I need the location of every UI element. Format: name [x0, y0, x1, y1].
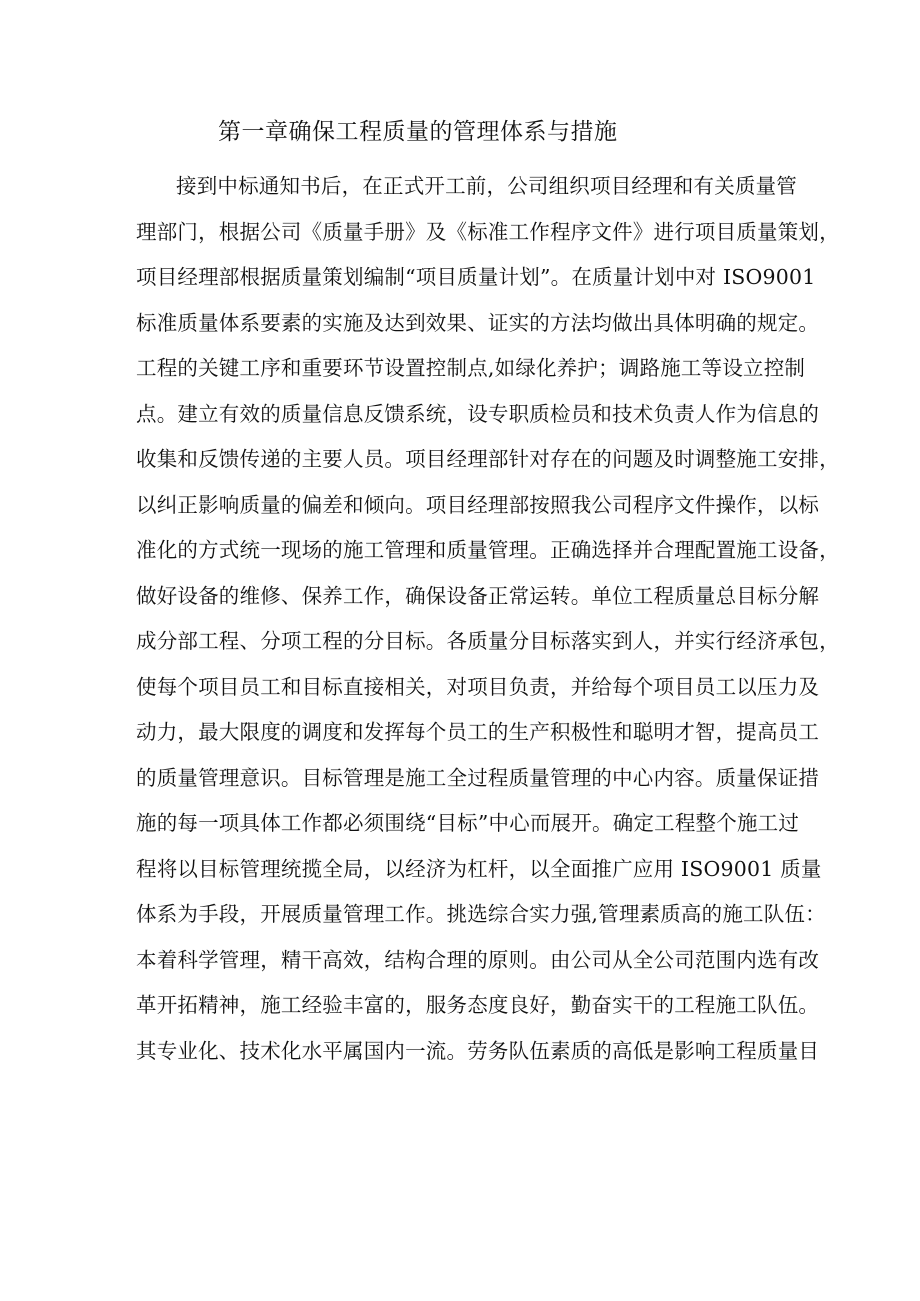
text-line: 革开拓精神，施工经验丰富的，服务态度良好，勤奋实干的工程施工队伍。: [136, 993, 820, 1017]
text-line: 做好设备的维修、保养工作，确保设备正常运转。单位工程质量总目标分解: [136, 583, 820, 608]
text-line: 标准质量体系要素的实施及达到效果、证实的方法均做出具体明确的规定。: [136, 310, 820, 335]
text-line: 以纠正影响质量的偏差和倾向。项目经理部按照我公司程序文件操作，以标: [136, 492, 820, 517]
text-line: 准化的方式统一现场的施工管理和质量管理。正确选择并合理配置施工设备，: [136, 538, 840, 562]
text-line: 理部门，根据公司《质量手册》及《标准工作程序文件》进行项目质量策划，: [136, 219, 840, 244]
text-line: 动力，最大限度的调度和发挥每个员工的生产积极性和聪明才智，提高员工: [136, 720, 820, 744]
text-line: 工程的关键工序和重要环节设置控制点,如绿化养护；调路施工等设立控制: [136, 356, 806, 380]
text-line: 收集和反馈传递的主要人员。项目经理部针对存在的问题及时调整施工安排，: [136, 447, 840, 471]
chapter-title: 第一章确保工程质量的管理体系与措施: [218, 119, 618, 145]
text-line: 施的每一项具体工作都必须围绕“目标”中心而展开。确定工程整个施工过: [136, 811, 800, 835]
body-text: [136, 168, 840, 1078]
text-line: 其专业化、技术化水平属国内一流。劳务队伍素质的高低是影响工程质量目: [136, 1038, 820, 1063]
text-line: 程将以目标管理统揽全局，以经济为杠杆，以全面推广应用 ISO9001 质量: [136, 856, 822, 881]
text-line: 点。建立有效的质量信息反馈系统，设专职质检员和技术负责人作为信息的: [136, 401, 820, 426]
text-line: 使每个项目员工和目标直接相关，对项目负责，并给每个项目员工以压力及: [136, 674, 820, 699]
text-line: 的质量管理意识。目标管理是施工全过程质量管理的中心内容。质量保证措: [136, 765, 820, 790]
text-line: 成分部工程、分项工程的分目标。各质量分目标落实到人，并实行经济承包，: [136, 629, 840, 653]
text-line: 体系为手段，开展质量管理工作。挑选综合实力强,管理素质高的施工队伍：: [136, 902, 826, 926]
text-line: 本着科学管理，精干高效，结构合理的原则。由公司从全公司范围内选有改: [136, 947, 820, 972]
text-line: 项目经理部根据质量策划编制“项目质量计划”。在质量计划中对 ISO9001: [136, 265, 816, 289]
text-line: 接到中标通知书后，在正式开工前，公司组织项目经理和有关质量管: [176, 174, 797, 198]
